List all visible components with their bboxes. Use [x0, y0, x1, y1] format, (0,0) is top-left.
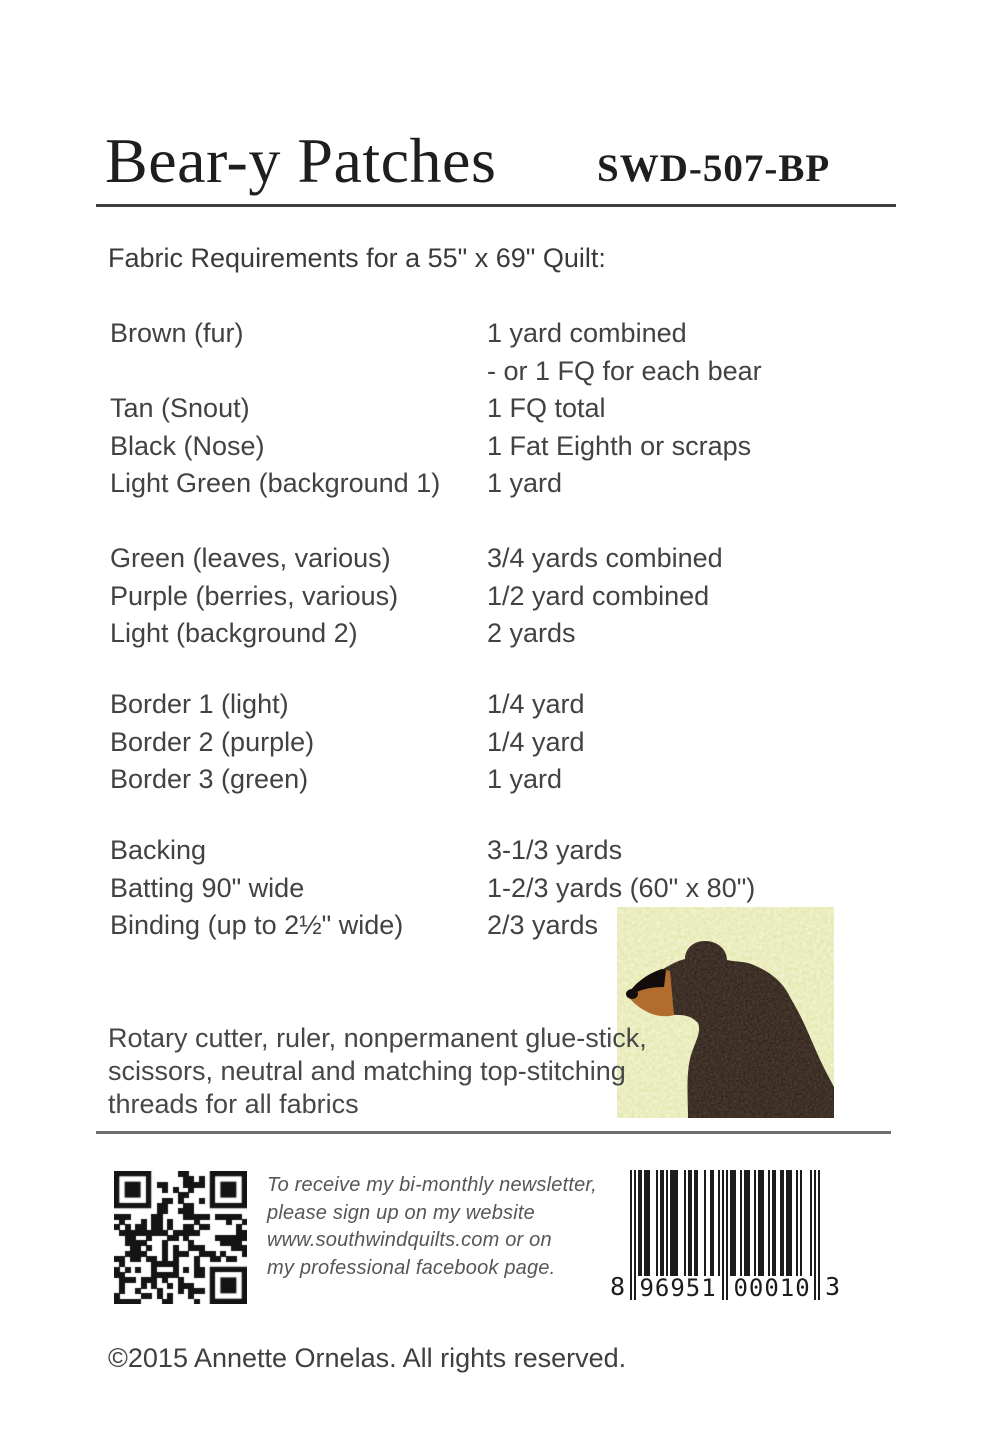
page-title: Bear-y Patches — [105, 125, 497, 196]
newsletter-line: To receive my bi-monthly newsletter, — [267, 1174, 597, 1196]
section-heading: Fabric Requirements for a 55" x 69" Quilt: — [108, 243, 606, 273]
requirement-value: 1/2 yard combined — [487, 580, 710, 611]
requirement-value: 1 yard combined — [487, 318, 687, 348]
requirement-row — [110, 870, 755, 908]
requirement-row — [110, 428, 762, 466]
requirement-value: 1 FQ total — [487, 393, 606, 423]
requirements-group-3 — [110, 686, 585, 799]
bear-quilt-block-image — [617, 907, 834, 1118]
requirement-value: 1 yard — [487, 764, 563, 794]
barcode-digit-right: 3 — [825, 1272, 841, 1301]
requirement-value: - or 1 FQ for each bear — [487, 355, 762, 386]
product-code: SWD-507-BP — [597, 147, 831, 190]
newsletter-line: www.southwindquilts.com or on — [267, 1229, 552, 1251]
barcode-digit-left: 8 — [610, 1272, 626, 1301]
requirement-value: 2 yards — [487, 618, 576, 648]
requirement-row — [110, 540, 723, 578]
requirement-label: Backing — [110, 835, 207, 865]
requirement-label — [110, 353, 487, 391]
requirement-row — [110, 578, 723, 616]
requirement-row — [110, 315, 762, 353]
newsletter-line: my professional facebook page. — [267, 1256, 556, 1279]
requirements-group-2 — [110, 540, 723, 653]
requirement-value: 1 Fat Eighth or scraps — [487, 430, 752, 461]
barcode-bars — [630, 1170, 820, 1300]
requirement-label: Tan (Snout) — [110, 393, 250, 423]
requirements-group-1 — [110, 315, 762, 503]
tools-note — [108, 1022, 647, 1121]
tools-note-line: scissors, neutral and matching top-stitching — [108, 1056, 626, 1086]
requirement-label: Border 2 (purple) — [110, 726, 315, 757]
requirement-row — [110, 832, 755, 870]
requirement-label: Border 3 (green) — [110, 764, 309, 794]
requirement-label: Light Green (background 1) — [110, 468, 441, 498]
qr-code — [114, 1171, 247, 1304]
requirement-label: Brown (fur) — [110, 318, 244, 348]
requirement-label: Border 1 (light) — [110, 689, 289, 719]
requirement-row — [110, 465, 762, 503]
barcode-digit-group-2: 00010 — [733, 1274, 811, 1302]
requirement-row — [110, 761, 585, 799]
requirement-label: Green (leaves, various) — [110, 543, 391, 573]
requirement-row — [110, 686, 585, 724]
requirement-value: 3-1/3 yards — [487, 835, 623, 865]
requirement-label: Light (background 2) — [110, 618, 358, 648]
requirement-value: 3/4 yards combined — [487, 543, 723, 573]
requirement-value: 1/4 yard — [487, 726, 585, 757]
requirement-value: 1 yard — [487, 468, 563, 498]
requirement-value: 1/4 yard — [487, 689, 585, 719]
requirement-label: Purple (berries, various) — [110, 580, 399, 611]
requirement-value: 1-2/3 yards (60" x 80") — [487, 872, 756, 903]
requirement-row — [110, 353, 762, 391]
title-divider — [96, 204, 896, 207]
barcode-digit-group-1: 96951 — [639, 1274, 717, 1302]
requirement-label: Binding (up to 2½" wide) — [110, 910, 404, 940]
requirement-row — [110, 615, 723, 653]
footer-divider — [96, 1131, 891, 1134]
copyright-text: ©2015 Annette Ornelas. All rights reserved. — [108, 1343, 627, 1373]
newsletter-line: please sign up on my website — [267, 1201, 535, 1224]
barcode — [610, 1170, 840, 1300]
tools-note-line: threads for all fabrics — [108, 1089, 359, 1119]
requirement-label: Black (Nose) — [110, 430, 265, 461]
requirement-value: 2/3 yards — [487, 910, 599, 940]
requirement-label: Batting 90" wide — [110, 872, 305, 903]
requirement-row — [110, 390, 762, 428]
requirement-row — [110, 724, 585, 762]
tools-note-line: Rotary cutter, ruler, nonpermanent glue-stick, — [108, 1023, 647, 1053]
newsletter-note — [267, 1172, 597, 1282]
